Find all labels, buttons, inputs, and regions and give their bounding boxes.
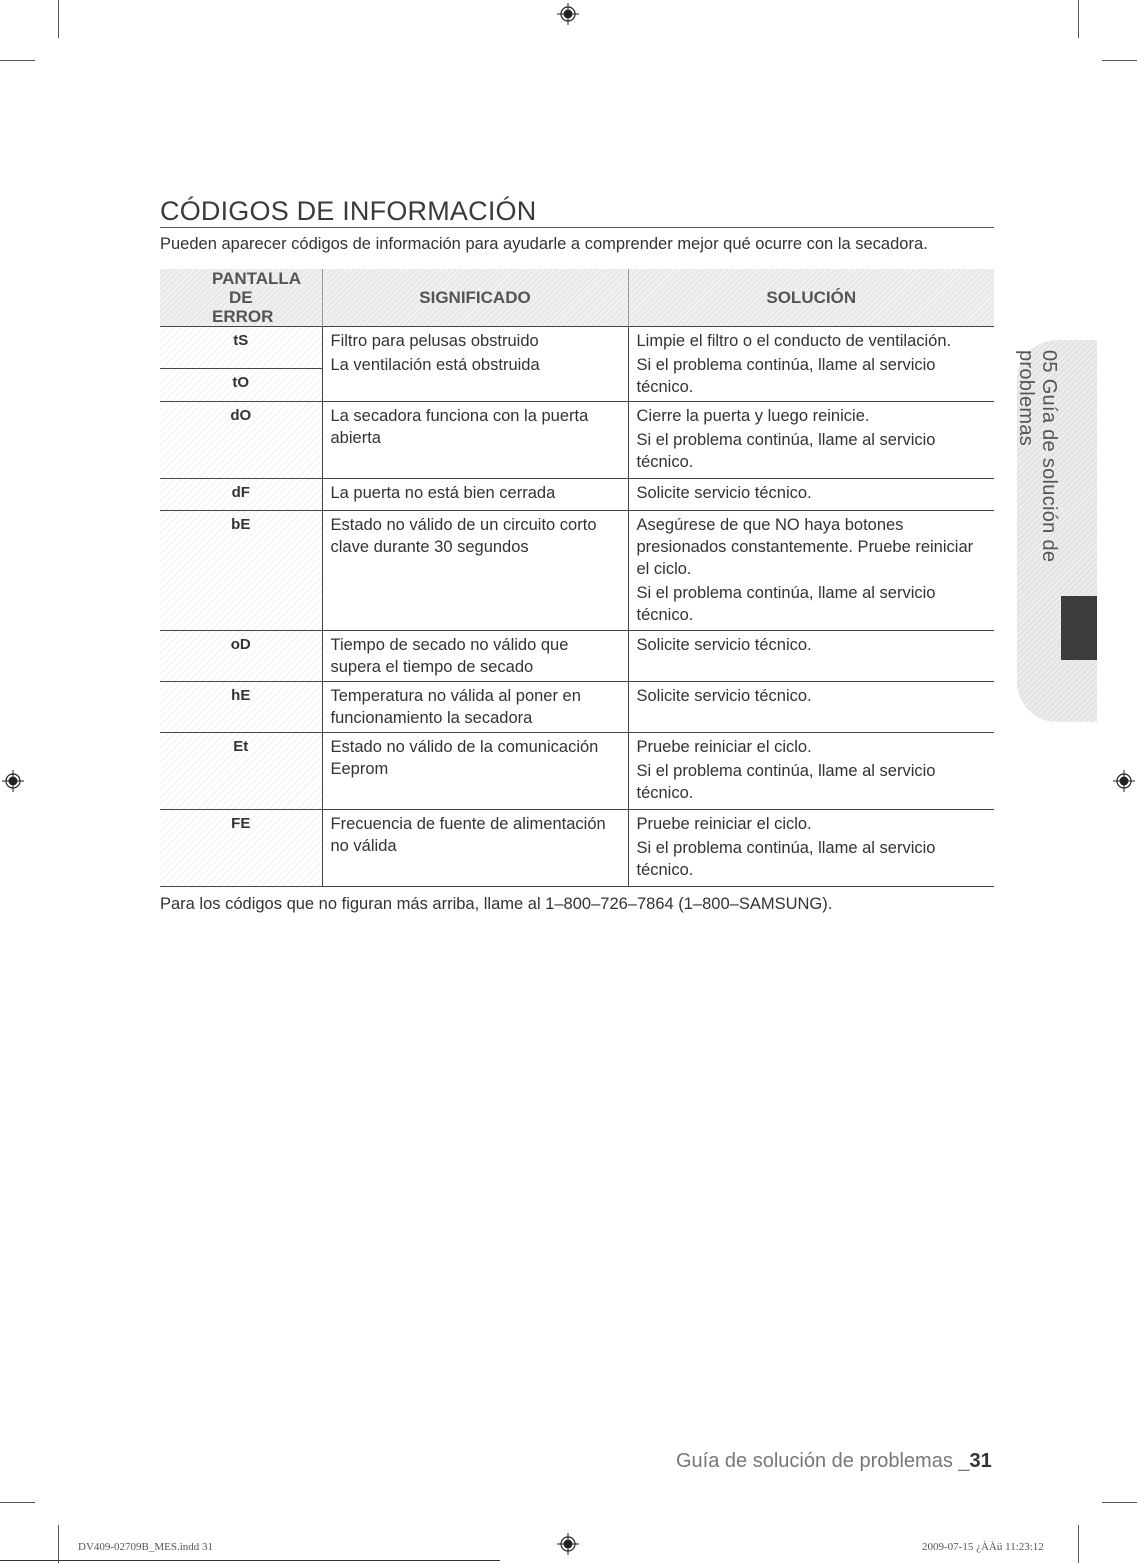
solution-cell [628,479,994,511]
solution-text: Si el problema continúa, llame al servicio técnico. [636,839,936,879]
table-row [160,682,994,733]
solution-cell [628,511,994,631]
crop-mark [1078,0,1079,38]
crosshair-registration-icon [2,770,24,792]
solution-text: Pruebe reiniciar el ciclo. [636,815,812,833]
page-footer [676,1450,992,1473]
crosshair-registration-icon [557,1533,579,1555]
page-number: 31 [969,1450,992,1472]
intro-text: Pueden aparecer códigos de información para ayudarle a comprender mejor qué ocurre con la secadora. [160,235,928,253]
crosshair-registration-icon [557,3,579,25]
table-row [160,733,994,810]
meaning-text: La ventilación está obstruida [330,356,540,374]
solution-text: Si el problema continúa, llame al servicio técnico. [636,762,936,802]
solution-text: Asegúrese de que NO haya botones presionados constantemente. Pruebe reiniciar el ciclo. [636,516,974,578]
crop-mark [58,0,59,38]
solution-text: Si el problema continúa, llame al servicio técnico. [636,431,936,471]
meaning-text: Frecuencia de fuente de alimentación no válida [322,810,628,887]
solution-text: Si el problema continúa, llame al servicio técnico. [636,584,936,624]
column-header-solution: SOLUCIÓN [628,269,994,327]
column-header-error-display: PANTALLA DE ERROR [160,269,322,327]
error-code: FE [160,810,322,887]
meaning-text: La secadora funciona con la puerta abierta [322,402,628,479]
column-header-meaning: SIGNIFICADO [322,269,628,327]
table-row [160,327,994,369]
title-divider [160,227,994,228]
error-code: bE [160,511,322,631]
solution-text: Solicite servicio técnico. [636,687,812,705]
error-code: Et [160,733,322,810]
meaning-text: Filtro para pelusas obstruido [330,332,539,350]
error-code: oD [160,631,322,682]
table-row [160,810,994,887]
solution-text: Solicite servicio técnico. [636,484,812,502]
crop-mark [58,1525,59,1563]
meaning-text: Estado no válido de un circuito corto clave durante 30 segundos [322,511,628,631]
solution-text: Cierre la puerta y luego reinicie. [636,407,870,425]
table-row [160,479,994,511]
info-codes-table [160,269,994,887]
solution-text: Si el problema continúa, llame al servicio técnico. [636,356,936,396]
meaning-text: Temperatura no válida al poner en funcionamiento la secadora [322,682,628,733]
section-name: Guía de solución de problemas _ [676,1450,970,1472]
table-row [160,511,994,631]
print-timestamp: 2009-07-15 ¿ÀÀü 11:23:12 [922,1541,1044,1553]
table-row [160,631,994,682]
solution-cell [628,810,994,887]
crop-mark [1102,60,1137,61]
meaning-text: La puerta no está bien cerrada [322,479,628,511]
solution-text: Limpie el filtro o el conducto de ventilación. [636,332,952,350]
footer-note: Para los códigos que no figuran más arriba, llame al 1–800–726–7864 (1–800–SAMSUNG). [160,895,833,913]
crosshair-registration-icon [1113,770,1135,792]
table-header-row [160,269,994,327]
solution-cell [628,327,994,402]
solution-cell [628,631,994,682]
error-code: dO [160,402,322,479]
crop-mark [1078,1525,1079,1563]
solution-cell [628,402,994,479]
meaning-cell [322,327,628,402]
meaning-text: Estado no válido de la comunicación Eeprom [322,733,628,810]
crop-mark [1102,1502,1137,1503]
solution-cell [628,682,994,733]
print-file-info: DV409-02709B_MES.indd 31 [78,1541,214,1553]
error-code: tS [160,327,322,369]
page-title: CÓDIGOS DE INFORMACIÓN [160,196,537,226]
crop-mark [0,1502,35,1503]
error-code: dF [160,479,322,511]
table-row [160,402,994,479]
meaning-text: Tiempo de secado no válido que supera el tiempo de secado [322,631,628,682]
error-code: tO [160,369,322,402]
error-code: hE [160,682,322,733]
crop-mark [0,60,35,61]
chapter-tab-marker [1061,596,1097,660]
chapter-tab-label: 05 Guía de solución de problemas [1015,350,1060,563]
solution-text: Pruebe reiniciar el ciclo. [636,738,812,756]
slug-rule [0,1560,500,1561]
solution-text: Solicite servicio técnico. [636,636,812,654]
solution-cell [628,733,994,810]
